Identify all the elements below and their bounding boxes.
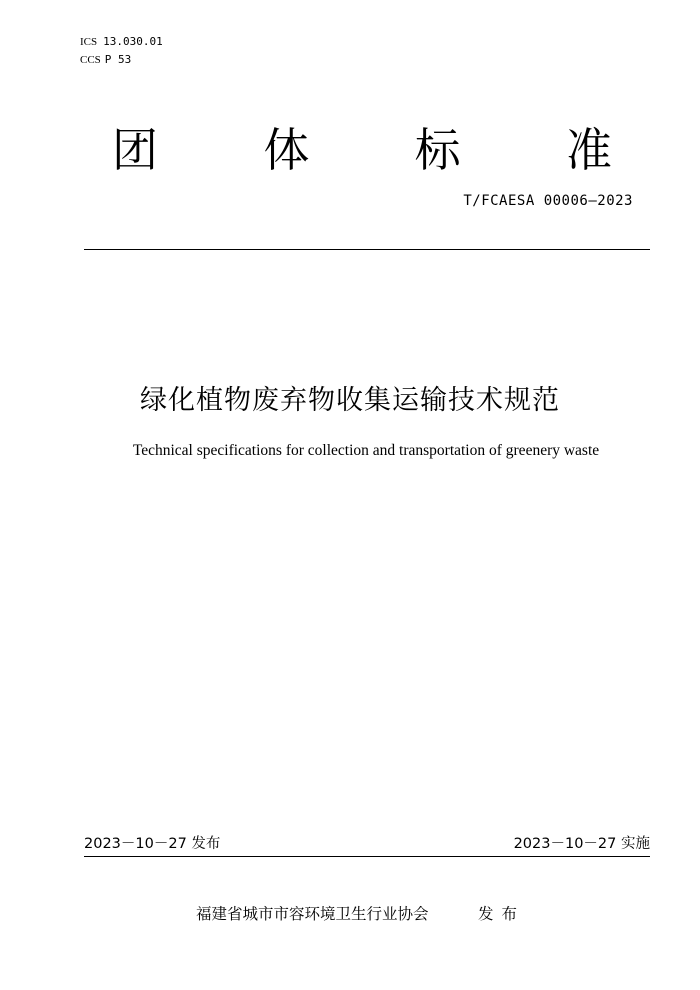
standard-type-char: 团	[112, 123, 158, 177]
document-title-en: Technical specifications for collection and transportation of greenery waste	[132, 442, 600, 459]
document-title-zh: 绿化植物废弃物收集运输技术规范	[140, 385, 560, 416]
standard-code: T/FCAESA 00006—2023	[463, 193, 633, 209]
effective-date: 2023－10－27 实施	[513, 836, 650, 852]
standard-type-char: 标	[414, 123, 461, 177]
standard-type-char: 体	[263, 123, 310, 177]
bottom-divider	[84, 856, 650, 857]
publish-date: 2023－10－27 发布	[84, 836, 221, 852]
issuing-organization: 福建省城市市容环境卫生行业协会	[196, 905, 429, 923]
ccs-classification	[80, 52, 131, 68]
standard-type-char: 准	[565, 123, 612, 177]
ccs-label: CCS	[80, 54, 101, 66]
ccs-code: P 53	[104, 53, 132, 66]
top-divider	[84, 249, 650, 250]
ics-classification	[80, 34, 163, 50]
standard-type-heading	[112, 120, 612, 180]
issue-label: 发布	[478, 905, 526, 923]
ics-label: ICS	[80, 36, 98, 48]
ics-code: 13.030.01	[103, 35, 163, 48]
